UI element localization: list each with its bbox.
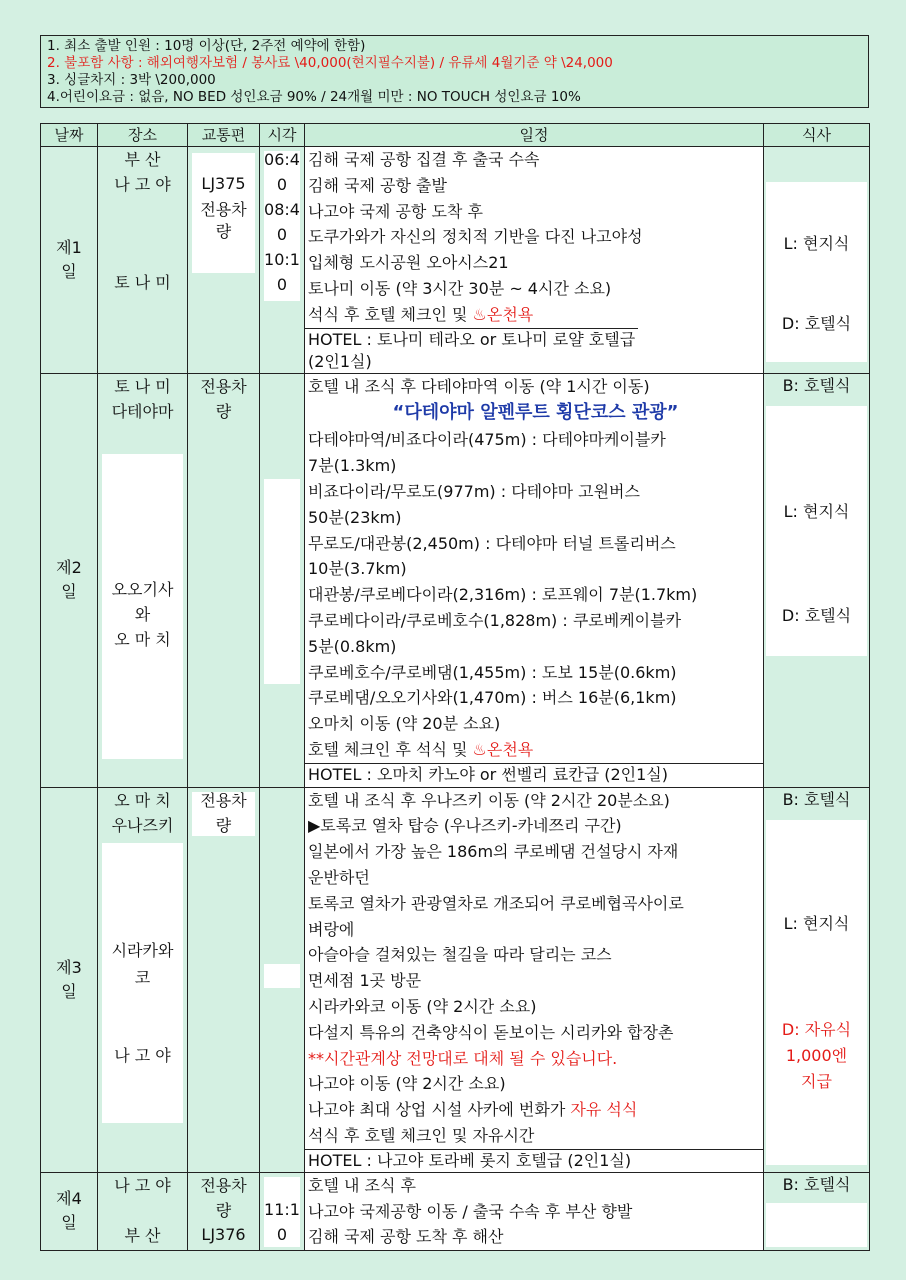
place-label: 부 산: [124, 1225, 161, 1245]
place-cell: [98, 147, 188, 374]
schedule-cell: [305, 147, 764, 374]
header-place: 장소: [98, 124, 188, 147]
schedule-line: 비죠다이라/무로도(977m) : 다테야마 고원버스: [308, 481, 640, 501]
transport-label: 량: [215, 222, 232, 241]
schedule-line: 석식 후 호텔 체크인 및 자유시간: [308, 1125, 535, 1145]
place-cell: [98, 1172, 188, 1250]
schedule-line: 벼랑에: [308, 919, 355, 939]
place-label: 오 마 치: [114, 629, 171, 649]
warning-line: **시간관계상 전망대로 대체 될 수 있습니다.: [308, 1048, 618, 1068]
place-label: 토 나 미: [114, 273, 171, 292]
header-meal: 식사: [764, 124, 870, 147]
free-dinner-label: 자유 석식: [570, 1100, 638, 1120]
place-label: 나 고 야: [114, 1045, 171, 1065]
time-label: 06:4: [264, 150, 300, 169]
meal-label: 1,000엔: [785, 1045, 848, 1065]
meal-label: B: 호텔식: [782, 375, 851, 395]
schedule-line: 호텔 내 조식 후 우나즈키 이동 (약 2시간 20분소요): [308, 790, 670, 810]
day-row: [41, 373, 870, 787]
meal-label: L: 현지식: [783, 913, 850, 933]
table-header-row: [41, 124, 870, 147]
header-schedule: 일정: [305, 124, 764, 147]
day-cell: 제4 일: [41, 1172, 98, 1250]
hotel-line: HOTEL : 오마치 카노야 or 썬벨리 료칸급 (2인1실): [305, 763, 763, 786]
place-label: 오 마 치: [114, 790, 171, 810]
tour-title: “다테야마 알펜루트 횡단코스 관광”: [392, 402, 679, 424]
place-label: 나 고 야: [114, 1175, 171, 1195]
time-label: 11:1: [264, 1199, 300, 1219]
schedule-line: 쿠로베호수/쿠로베댐(1,455m) : 도보 15분(0.6km): [308, 662, 677, 682]
schedule-line: 호텔 내 조식 후: [308, 1175, 416, 1195]
time-label: 08:4: [264, 200, 300, 219]
time-label: 10:1: [264, 250, 300, 269]
day-cell: 제2 일: [41, 373, 98, 787]
time-cell: [260, 373, 305, 787]
place-label: 시라카와: [111, 940, 174, 960]
day-row: [41, 787, 870, 1172]
day-cell: 제3 일: [41, 787, 98, 1172]
schedule-line: 다테야마역/비죠다이라(475m) : 다테야마케이블카: [308, 430, 666, 450]
meal-label: 지급: [801, 1071, 832, 1091]
onsen-label: ♨온천욕: [472, 739, 534, 759]
transport-label: 량: [215, 401, 232, 421]
schedule-line: 운반하던: [308, 867, 370, 887]
transport-cell: [188, 147, 260, 374]
place-label: 부 산: [124, 150, 161, 169]
meal-label: B: 호텔식: [782, 1174, 851, 1194]
schedule-line: 오마치 이동 (약 20분 소요): [308, 714, 501, 734]
schedule-line: 호텔 체크인 후 석식 및 ♨온천욕: [308, 739, 534, 759]
hotel-line: HOTEL : 토나미 테라오 or 토나미 로얄 호텔급 (2인1실): [305, 328, 638, 373]
transport-label: 전용차: [200, 1175, 247, 1195]
info-line-1: 1. 최소 출발 인원 : 10명 이상(단, 2주전 예약에 한함): [47, 38, 366, 54]
info-line-2: 2. 불포함 사항 : 해외여행자보험 / 봉사료 \40,000(현지필수지불) / 유류세 4월기준 약 \24,000: [47, 55, 613, 71]
meal-label: D: 호텔식: [781, 605, 852, 625]
schedule-line: 나고야 국제공항 이동 / 출국 수속 후 부산 향발: [308, 1201, 633, 1221]
meal-label: B: 호텔식: [782, 789, 851, 809]
itinerary-table: [40, 123, 870, 1251]
header-day: 날짜: [41, 124, 98, 147]
schedule-line: 토나미 이동 (약 3시간 30분 ~ 4시간 소요): [308, 278, 612, 298]
schedule-line: 나고야 최대 상업 시설 사카에 번화가 자유 석식: [308, 1100, 638, 1120]
schedule-line: 김해 국제 공항 출발: [308, 175, 447, 195]
place-label: 토 나 미: [114, 376, 171, 396]
time-label: 0: [276, 275, 288, 294]
schedule-line: 무로도/대관봉(2,450m) : 다테야마 터널 트롤리버스: [308, 533, 676, 553]
transport-cell: [188, 787, 260, 1172]
schedule-line: 쿠로베댐/오오기사와(1,470m) : 버스 16분(6,1km): [308, 688, 677, 708]
place-label: 코: [134, 967, 151, 987]
day-row: [41, 1172, 870, 1250]
meal-cell: [764, 373, 870, 787]
schedule-line: 토록코 열차가 관광열차로 개조되어 쿠로베협곡사이로: [308, 893, 684, 913]
schedule-line: 석식 후 호텔 체크인 및 ♨온천욕: [308, 304, 534, 324]
time-cell: [260, 1172, 305, 1250]
schedule-line: ▶토록코 열차 탑승 (우나즈키-카네쯔리 구간): [308, 816, 622, 836]
time-cell: [260, 787, 305, 1172]
header-transport: 교통편: [188, 124, 260, 147]
schedule-line: 김해 국제 공항 집결 후 출국 수속: [308, 150, 540, 169]
place-label: 오오기사: [111, 579, 174, 599]
schedule-line: 다설지 특유의 건축양식이 돋보이는 시리카와 합장촌: [308, 1022, 674, 1042]
header-time: 시각: [260, 124, 305, 147]
day-row: [41, 147, 870, 374]
schedule-line: 5분(0.8km): [308, 636, 397, 656]
schedule-line: 입체형 도시공원 오아시스21: [308, 253, 509, 273]
schedule-line: 10분(3.7km): [308, 559, 407, 579]
transport-cell: [188, 373, 260, 787]
schedule-line: 도쿠가와가 자신의 정치적 기반을 다진 나고야성: [308, 227, 643, 247]
schedule-line: 호텔 내 조식 후 다테야마역 이동 (약 1시간 이동): [308, 376, 650, 396]
schedule-cell: [305, 787, 764, 1172]
time-label: 0: [276, 175, 288, 194]
place-cell: [98, 373, 188, 787]
meal-cell: [764, 787, 870, 1172]
schedule-line: 김해 국제 공항 도착 후 해산: [308, 1227, 504, 1247]
time-label: 0: [276, 1224, 288, 1244]
schedule-line: 나고야 이동 (약 2시간 소요): [308, 1074, 506, 1094]
schedule-line: 일본에서 가장 높은 186m의 쿠로베댐 건설당시 자재: [308, 842, 679, 862]
schedule-line: 시라카와코 이동 (약 2시간 소요): [308, 996, 537, 1016]
schedule-line: 나고야 국제 공항 도착 후: [308, 201, 483, 221]
meal-cell: [764, 147, 870, 374]
transport-label: 전용차: [200, 200, 247, 219]
hotel-line: HOTEL : 나고야 토라베 롯지 호텔급 (2인1실): [305, 1149, 763, 1172]
transport-label: 량: [215, 815, 232, 835]
meal-label: D: 자유식: [781, 1019, 852, 1039]
meal-label: D: 호텔식: [781, 314, 852, 333]
schedule-line: 7분(1.3km): [308, 456, 397, 476]
schedule-cell: [305, 373, 764, 787]
schedule-line: 아슬아슬 걸쳐있는 철길을 따라 달리는 코스: [308, 945, 612, 965]
meal-label: L: 현지식: [783, 501, 850, 521]
transport-label: LJ376: [201, 1224, 246, 1244]
transport-label: LJ375: [201, 174, 246, 193]
place-label: 다테야마: [111, 401, 174, 421]
day-cell: 제1 일: [41, 147, 98, 374]
transport-label: 량: [215, 1200, 232, 1220]
schedule-line: 대관봉/쿠로베다이라(2,316m) : 로프웨이 7분(1.7km): [308, 585, 698, 605]
schedule-line: 쿠로베다이라/쿠로베호수(1,828m) : 쿠로베케이블카: [308, 610, 682, 630]
meal-cell: [764, 1172, 870, 1250]
transport-cell: [188, 1172, 260, 1250]
transport-label: 전용차: [200, 376, 247, 396]
meal-label: L: 현지식: [783, 234, 850, 253]
info-line-4: 4.어린이요금 : 없음, NO BED 성인요금 90% / 24개월 미만 : NO TOUCH 성인요금 10%: [47, 89, 581, 105]
time-label: 0: [276, 225, 288, 244]
schedule-line: 면세점 1곳 방문: [308, 971, 422, 991]
place-label: 나 고 야: [114, 175, 171, 194]
onsen-label: ♨온천욕: [472, 304, 534, 324]
time-cell: [260, 147, 305, 374]
place-cell: [98, 787, 188, 1172]
place-label: 우나즈키: [111, 815, 174, 835]
place-label: 와: [134, 604, 151, 624]
schedule-line: 50분(23km): [308, 507, 402, 527]
schedule-cell: [305, 1172, 764, 1250]
trip-conditions-box: [40, 35, 869, 108]
info-line-3: 3. 싱글차지 : 3박 \200,000: [47, 72, 216, 88]
transport-label: 전용차: [200, 790, 247, 810]
